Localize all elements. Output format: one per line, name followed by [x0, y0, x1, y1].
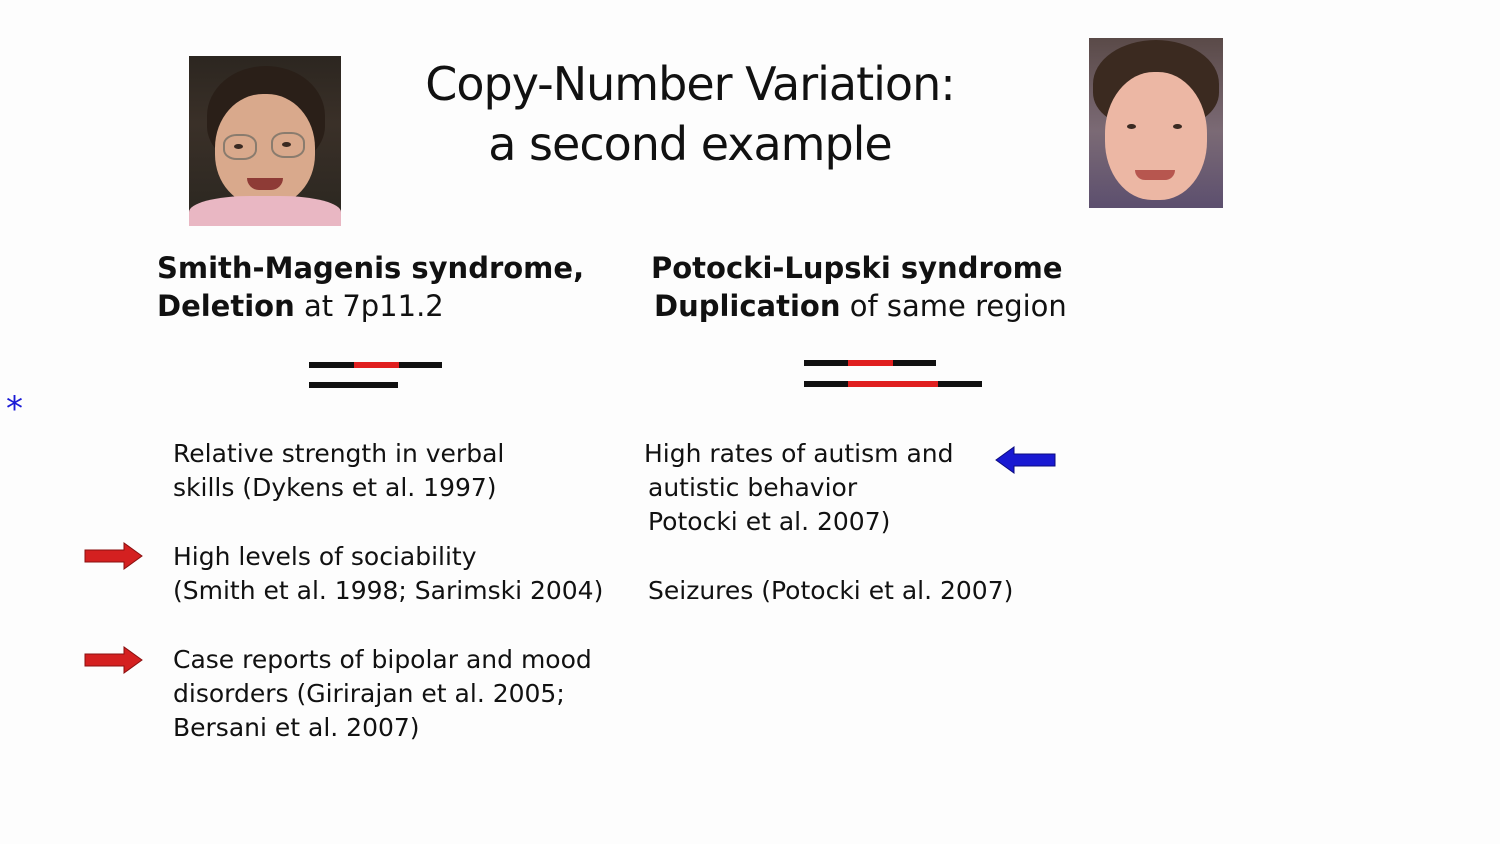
chromosome-segment-black — [804, 360, 848, 366]
chromosome-segment-black — [399, 362, 442, 368]
duplicated-segment-red — [848, 381, 938, 387]
right-item-autism: High rates of autism and autistic behavior Potocki et al. 2007) — [644, 439, 954, 536]
right-syndrome-name: Potocki-Lupski syndrome — [651, 251, 1063, 285]
left-type-bold: Deletion — [157, 289, 295, 323]
blue-arrow-icon — [994, 446, 1056, 474]
left-item-bipolar: Case reports of bipolar and mood disorders (Girirajan et al. 2005; Bersani et al. 2007) — [173, 645, 592, 742]
chromosome-segment-red — [354, 362, 399, 368]
eye-left — [1127, 124, 1136, 129]
right-type-bold: Duplication — [654, 289, 841, 323]
red-arrow-icon — [84, 646, 144, 674]
pink-turtleneck — [189, 196, 341, 226]
smile — [1135, 170, 1175, 180]
asterisk-marker: * — [6, 389, 23, 429]
eye-right — [282, 142, 291, 147]
eye-right — [1173, 124, 1182, 129]
chromosome-segment-black — [309, 362, 354, 368]
face-shape — [1105, 72, 1207, 200]
left-item-verbal: Relative strength in verbal skills (Dykens et al. 1997) — [173, 439, 505, 502]
slide-title — [350, 54, 1030, 174]
chromosome-segment-black — [938, 381, 982, 387]
girl-photo — [189, 56, 341, 226]
chromosome-segment-black — [893, 360, 936, 366]
title-line-1: Copy-Number Variation: — [425, 57, 955, 111]
chromosome-segment-black — [804, 381, 848, 387]
right-type-rest: of same region — [840, 289, 1067, 323]
left-syndrome-heading — [157, 249, 584, 325]
left-syndrome-name: Smith-Magenis syndrome, — [157, 251, 585, 285]
right-syndrome-heading — [651, 249, 1067, 325]
red-arrow-icon — [84, 542, 144, 570]
left-type-rest: at 7p11.2 — [294, 289, 444, 323]
eye-left — [234, 144, 243, 149]
left-item-sociability: High levels of sociability (Smith et al. 1998; Sarimski 2004) — [173, 542, 604, 605]
boy-photo — [1089, 38, 1223, 208]
deleted-chromosome-bar — [309, 382, 398, 388]
chromosome-segment-red — [848, 360, 893, 366]
right-item-seizures: Seizures (Potocki et al. 2007) — [648, 576, 1014, 605]
title-line-2: a second example — [488, 117, 892, 171]
